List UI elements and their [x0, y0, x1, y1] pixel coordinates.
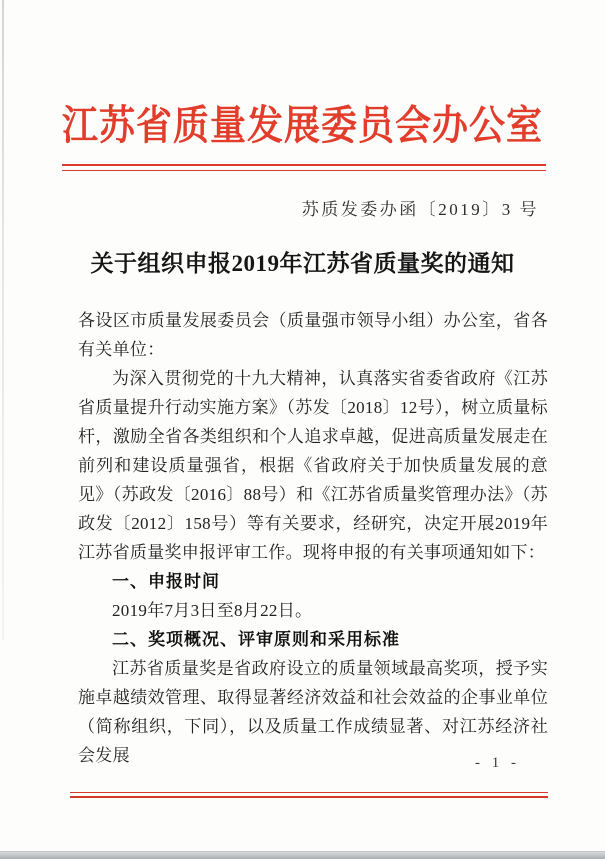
document-title: 关于组织申报2019年江苏省质量奖的通知: [90, 251, 515, 276]
section-2-heading: 二、奖项概况、评审原则和采用标准: [112, 630, 400, 649]
section-2-text: 江苏省质量奖是省政府设立的质量领域最高奖项，授予实施卓越绩效管理、取得显著经济效益和社会效益的企事业单位（简称组织，下同），以及质量工作成绩显著、对江苏经济社会发展: [78, 659, 548, 765]
section-1-text: 2019年7月3日至8月22日。: [112, 601, 313, 620]
scan-edge-bottom: [0, 851, 605, 859]
footer-rule: [70, 792, 548, 798]
salutation-line: 各设区市质量发展委员会（质量强市领导小组）办公室，省各有关单位：: [78, 311, 548, 359]
letterhead-org-title: 江苏省质量发展委员会办公室: [61, 102, 543, 148]
document-body: [78, 306, 548, 770]
page-number: - 1 -: [475, 755, 520, 771]
letterhead-rule: [62, 164, 546, 171]
doc-reference-number: 苏质发委办函〔2019〕3 号: [301, 200, 539, 219]
section-1-heading: 一、申报时间: [112, 572, 220, 591]
intro-paragraph: 为深入贯彻党的十九大精神，认真落实省委省政府《江苏省质量提升行动实施方案》（苏发〔2018〕12号），树立质量标杆，激励全省各类组织和个人追求卓越，促进高质量发展走在前列和建设质量强省，根据《省政府关于加快质量发展的意见》（苏政发〔2016〕88号）和《江苏省质量奖管理办法》（苏政发〔2012〕158号）等有关要求，经研究，决定开展2019年江苏省质量奖申报评审工作。现将申报的有关事项通知如下：: [78, 369, 548, 562]
